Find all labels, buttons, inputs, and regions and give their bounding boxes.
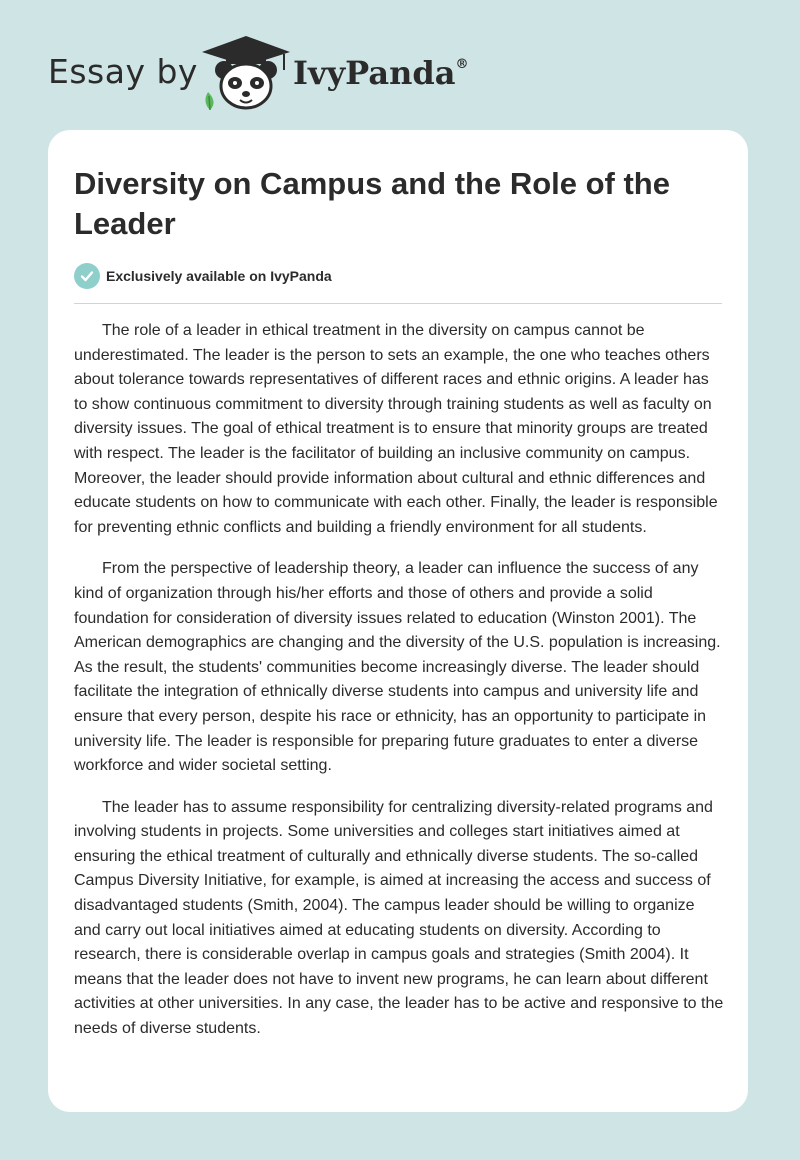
panda-logo-icon[interactable]	[200, 34, 292, 112]
paragraph-2: From the perspective of leadership theory, a leader can influence the success of any kind of organization through his/her efforts and those of others and provide a solid foundation for consideration of diversity issues related to education (Winston 2001). The American demographics are changing and the diversity of the U.S. population is increasing. As the result, the students' communities become increasingly diverse. The leader should facilitate the integration of ethnically diverse students into campus and university life and ensure that every person, despite his race or ethnicity, has an opportunity to participate in university life. The leader is responsible for preparing future graduates to enter a diverse workforce and wider societal setting.	[74, 560, 721, 775]
checkmark-icon	[74, 263, 100, 289]
paragraph-3: The leader has to assume responsibility for centralizing diversity-related programs and involving students in projects. Some universities and colleges start initiatives aimed at ensuring the ethical treatment of culturally and ethnically diverse students. The so-called Campus Diversity Initiative, for example, is aimed at increasing the access and success of disadvantaged students (Smith, 2004). The campus leader should be willing to organize and carry out local initiatives aimed at educating students on diversity. According to research, there is considerable overlap in campus goals and strategies (Smith 2004). It means that the leader does not have to invent new programs, he can learn about different activities at other universities. In any case, the leader has to be active and responsive to the needs of diverse students.	[74, 798, 724, 1038]
essay-body	[74, 319, 724, 1059]
essay-title: Diversity on Campus and the Role of the Leader	[74, 166, 670, 241]
essay-card	[48, 130, 748, 1112]
brand-name[interactable]: IvyPanda®	[293, 54, 469, 92]
divider	[74, 303, 722, 304]
badge-label: Exclusively available on IvyPanda	[106, 268, 332, 284]
site-header	[0, 0, 800, 120]
paragraph-1: The role of a leader in ethical treatment in the diversity on campus cannot be underestimated. The leader is the person to sets an example, the one who teaches others about tolerance towards representatives of different races and ethnic origins. A leader has to show continuous commitment to diversity through training students as well as faculty on diversity issues. The goal of ethical treatment is to ensure that minority groups are treated with respect. The leader is the facilitator of building an inclusive community on campus. Moreover, the leader should provide information about cultural and ethnic differences and educate students on how to communicate with each other. Finally, the leader is responsible for preventing ethnic conflicts and building a friendly environment for all students.	[74, 322, 718, 536]
brand-prefix: Essay by	[48, 52, 198, 91]
exclusive-badge	[74, 263, 332, 289]
